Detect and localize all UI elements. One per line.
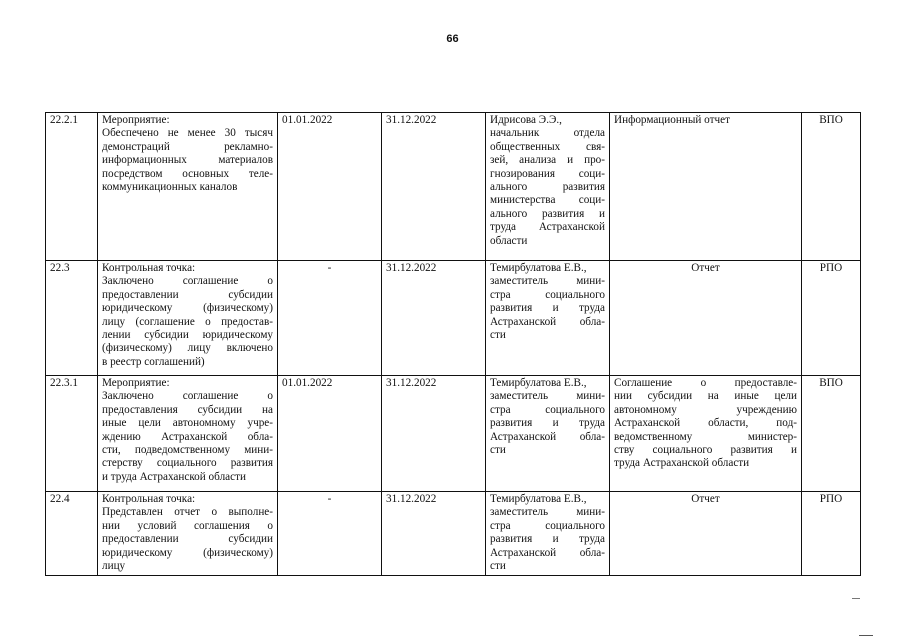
result-line: Отчет xyxy=(691,262,720,274)
end-date: 31.12.2022 xyxy=(382,376,486,492)
responsible-line: заместитель мини- xyxy=(490,275,605,288)
responsible-line: Темирбулатова Е.В., xyxy=(490,493,587,505)
responsible-person xyxy=(486,113,610,261)
description-line: коммуникационных каналов xyxy=(102,181,238,194)
result-document xyxy=(610,113,802,261)
description-line: Контрольная точка: xyxy=(102,493,196,505)
result-document xyxy=(610,492,802,576)
result-line: ведомственному министер- xyxy=(614,430,797,443)
result-line: Соглашение о предоставле- xyxy=(614,377,797,389)
description-line: юридическому (физическому) xyxy=(102,302,273,315)
responsible-line: труда Астраханской xyxy=(490,221,605,234)
description-line: лицу (соглашение о предостав- xyxy=(102,315,273,328)
responsible-line: зей, анализа и про- xyxy=(490,154,605,167)
responsible-line: стра социального xyxy=(490,403,605,416)
row-number: 22.2.1 xyxy=(46,113,98,261)
result-line: Астраханской области, под- xyxy=(614,417,797,430)
description-line: ждению Астраханской обла- xyxy=(102,430,273,443)
start-date: 01.01.2022 xyxy=(278,113,382,261)
responsible-line: ального развития xyxy=(490,181,605,194)
event-description xyxy=(98,113,278,261)
scan-artifact-mark xyxy=(852,598,860,599)
description-line: информационных материалов xyxy=(102,154,273,167)
responsible-line: развития и труда xyxy=(490,533,605,546)
description-line: нии условий соглашения о xyxy=(102,519,273,532)
start-date: - xyxy=(278,261,382,376)
description-line: Мероприятие: xyxy=(102,377,170,389)
description-line: предоставлении субсидии xyxy=(102,288,273,301)
description-line: Мероприятие: xyxy=(102,114,170,126)
event-type: РПО xyxy=(802,492,861,576)
responsible-line: области xyxy=(490,234,528,247)
responsible-line: заместитель мини- xyxy=(490,390,605,403)
description-line: Заключено соглашение о xyxy=(102,275,273,288)
responsible-line: Астраханской обла- xyxy=(490,315,605,328)
event-type: ВПО xyxy=(802,113,861,261)
start-date: - xyxy=(278,492,382,576)
responsible-person xyxy=(486,376,610,492)
responsible-line: Темирбулатова Е.В., xyxy=(490,262,587,274)
end-date: 31.12.2022 xyxy=(382,261,486,376)
result-line: труда Астраханской области xyxy=(614,457,750,470)
responsible-line: начальник отдела xyxy=(490,127,605,140)
responsible-line: развития и труда xyxy=(490,302,605,315)
description-line: Представлен отчет о выполне- xyxy=(102,506,273,519)
responsible-line: сти xyxy=(490,560,506,573)
responsible-person xyxy=(486,261,610,376)
description-line: лении субсидии юридическому xyxy=(102,329,273,342)
responsible-line: общественных свя- xyxy=(490,140,605,153)
description-line: посредством основных теле- xyxy=(102,167,273,180)
responsible-line: стра социального xyxy=(490,519,605,532)
event-description xyxy=(98,492,278,576)
description-line: лицу xyxy=(102,560,126,573)
responsible-line: заместитель мини- xyxy=(490,506,605,519)
description-line: (физическому) лицу включено xyxy=(102,342,273,355)
responsible-person xyxy=(486,492,610,576)
responsible-line: министерства соци- xyxy=(490,194,605,207)
plan-table xyxy=(45,112,861,576)
end-date: 31.12.2022 xyxy=(382,113,486,261)
event-description xyxy=(98,261,278,376)
responsible-line: Астраханской обла- xyxy=(490,546,605,559)
responsible-line: развития и труда xyxy=(490,417,605,430)
row-number: 22.3.1 xyxy=(46,376,98,492)
description-line: предоставления субсидии на xyxy=(102,403,273,416)
description-line: демонстраций рекламно- xyxy=(102,140,273,153)
description-line: в реестр соглашений) xyxy=(102,355,205,368)
description-line: Заключено соглашение о xyxy=(102,390,273,403)
event-type: РПО xyxy=(802,261,861,376)
responsible-line: ального развития и xyxy=(490,207,605,220)
result-line: автономному учреждению xyxy=(614,403,797,416)
description-line: юридическому (физическому) xyxy=(102,546,273,559)
row-number: 22.4 xyxy=(46,492,98,576)
description-line: и труда Астраханской области xyxy=(102,470,246,483)
event-type: ВПО xyxy=(802,376,861,492)
description-line: Обеспечено не менее 30 тысяч xyxy=(102,127,273,140)
responsible-line: Темирбулатова Е.В., xyxy=(490,377,587,389)
responsible-line: сти xyxy=(490,329,506,342)
table-row xyxy=(46,261,861,376)
description-line: стерству социального развития xyxy=(102,457,273,470)
description-line: сти, подведомственному мини- xyxy=(102,444,273,457)
end-date: 31.12.2022 xyxy=(382,492,486,576)
table-row xyxy=(46,376,861,492)
responsible-line: гнозирования соци- xyxy=(490,167,605,180)
result-line: ству социального развития и xyxy=(614,444,797,457)
start-date: 01.01.2022 xyxy=(278,376,382,492)
result-line: Информационный отчет xyxy=(614,114,730,126)
event-description xyxy=(98,376,278,492)
page-number: 66 xyxy=(446,33,459,45)
result-document xyxy=(610,261,802,376)
result-line: Отчет xyxy=(691,493,720,505)
responsible-line: стра социального xyxy=(490,288,605,301)
result-line: нии субсидии на иные цели xyxy=(614,390,797,403)
row-number: 22.3 xyxy=(46,261,98,376)
table-row xyxy=(46,113,861,261)
scan-artifact-mark xyxy=(859,635,873,636)
table-row xyxy=(46,492,861,576)
responsible-line: Идрисова Э.Э., xyxy=(490,114,562,126)
result-document xyxy=(610,376,802,492)
responsible-line: сти xyxy=(490,444,506,457)
description-line: иные цели автономному учре- xyxy=(102,417,273,430)
responsible-line: Астраханской обла- xyxy=(490,430,605,443)
description-line: предоставлении субсидии xyxy=(102,533,273,546)
description-line: Контрольная точка: xyxy=(102,262,196,274)
